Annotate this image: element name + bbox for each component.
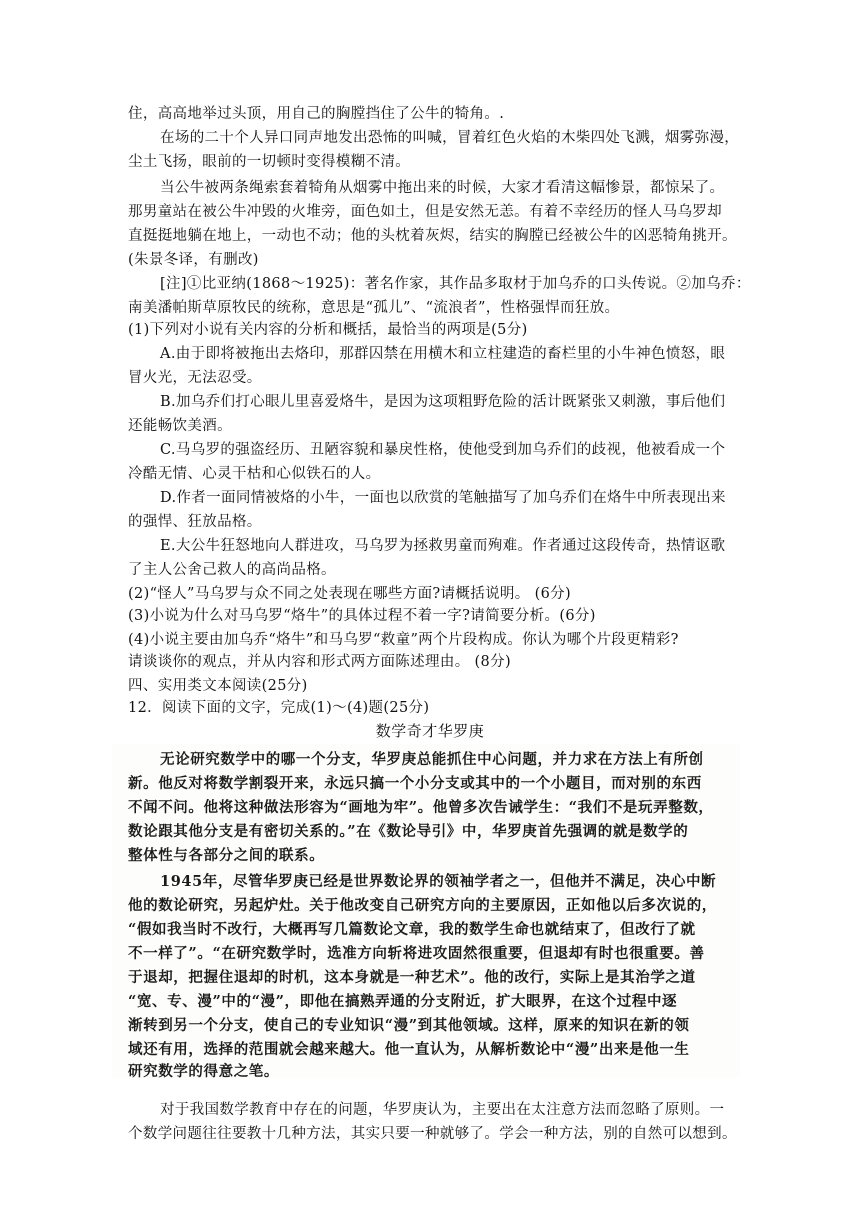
option-a: A.由于即将被拖出去烙印，那群囚禁在用横木和立柱建造的畜栏里的小牛神色愤怒，眼 xyxy=(160,346,726,362)
scanned-line: 无论研究数学中的哪一个分支，华罗庚总能抓住中心问题，并力求在方法上有所创 xyxy=(160,751,704,768)
scanned-line: 整体性与各部分之间的联系。 xyxy=(128,847,325,864)
section-heading: 四、实用类文本阅读(25分) xyxy=(128,678,308,694)
option-d: D.作者一面同情被烙的小牛，一面也以欣赏的笔触描写了加乌乔们在烙牛中所表现出来 xyxy=(160,490,726,506)
option-e: E.大公牛狂怒地向人群进攻，马乌罗为拯救男童而殉难。作者通过这段传奇，热情讴歌 xyxy=(160,538,726,554)
story-line: 当公牛被两条绳索套着犄角从烟雾中拖出来的时候，大家才看清这幅惨景，都惊呆了。 xyxy=(160,180,725,196)
scanned-line: 不一样了”。“在研究数学时，选准方向斩将进攻固然很重要，但退却有时也很重要。善 xyxy=(128,945,705,962)
scanned-passage xyxy=(112,744,740,1078)
scanned-line: 他的数论研究，另起炉灶。关于他改变自己研究方向的主要原因，正如他以后多次说的， xyxy=(128,897,717,914)
question-4: (4)小说主要由加乌乔“烙牛”和马乌罗“救童”两个片段构成。你认为哪个片段更精彩? xyxy=(128,632,679,648)
question-1: (1)下列对小说有关内容的分析和概括，最恰当的两项是(5分) xyxy=(128,322,528,338)
footnote-line: 南美潘帕斯草原牧民的统称，意思是“孤儿”、“流浪者”，性格强悍而狂放。 xyxy=(128,300,620,316)
question-4-cont: 请谈谈你的观点，并从内容和形式两方面陈述理由。 (8分) xyxy=(128,654,511,670)
body-line: 个数学问题往往要教十几种方法，其实只要一种就够了。学会一种方法，别的自然可以想到。 xyxy=(128,1126,737,1142)
option-a-cont: 冒火光，无法忍受。 xyxy=(128,370,262,386)
scanned-line: 域还有用，选择的范围就会越来越大。他一直认为，从解析数论中“漫”出来是他一生 xyxy=(128,1041,690,1058)
option-b: B.加乌乔们打心眼儿里喜爱烙牛，是因为这项粗野危险的活计既紧张又刺激，事后他们 xyxy=(160,394,726,410)
option-b-cont: 还能畅饮美酒。 xyxy=(128,418,232,434)
scanned-line: 渐转到另一个分支，使自己的专业知识“漫”到其他领域。这样，原来的知识在新的领 xyxy=(128,1017,690,1034)
story-line: 那男童站在被公牛冲毁的火堆旁，面色如土，但是安然无恙。有着不幸经历的怪人马乌罗却 xyxy=(128,204,722,220)
scanned-line: 新。他反对将数学割裂开来，永远只搞一个小分支或其中的一个小题目，而对别的东西 xyxy=(128,775,702,792)
story-line: 尘土飞扬，眼前的一切顿时变得模糊不清。 xyxy=(128,154,411,170)
translator-credit: (朱景冬译，有删改) xyxy=(128,252,259,268)
story-line: 住，高高地举过头顶，用自己的胸膛挡住了公牛的犄角。. xyxy=(128,106,505,122)
article-title: 数学奇才华罗庚 xyxy=(375,722,485,740)
question-2: (2)“怪人”马乌罗与众不同之处表现在哪些方面?请概括说明。 (6分) xyxy=(128,586,572,602)
scanned-line: 1945年，尽管华罗庚已经是世界数论界的领袖学者之一，但他并不满足，决心中断 xyxy=(160,873,717,890)
scanned-line: “宽、专、漫”中的“漫”，即他在搞熟弄通的分支附近，扩大眼界，在这个过程中逐 xyxy=(128,993,678,1010)
body-line: 对于我国数学教育中存在的问题，华罗庚认为，主要出在太注意方法而忽略了原则。一 xyxy=(160,1102,725,1118)
scanned-line: “假如我当时不改行，大概再写几篇数论文章，我的数学生命也就结束了，但改行了就 xyxy=(128,921,696,938)
question-3: (3)小说为什么对马乌罗“烙牛”的具体过程不着一字?请简要分析。(6分) xyxy=(128,608,596,624)
option-c: C.马乌罗的强盗经历、丑陋容貌和暴戾性格，使他受到加乌乔们的歧视，他被看成一个 xyxy=(160,442,726,458)
scanned-line: 数论跟其他分支是有密切关系的。”在《数论导引》中，华罗庚首先强调的就是数学的 xyxy=(128,823,689,840)
scanned-line: 研究数学的得意之笔。 xyxy=(128,1063,279,1080)
question-12: 12．阅读下面的文字，完成(1)～(4)题(25分) xyxy=(128,700,430,716)
option-c-cont: 冷酷无情、心灵干枯和心似铁石的人。 xyxy=(128,466,381,482)
footnote-line: [注]①比亚纳(1868～1925)：著名作家，其作品多取材于加乌乔的口头传说。②加乌乔： xyxy=(160,276,751,292)
story-line: 在场的二十个人异口同声地发出恐怖的叫喊，冒着红色火焰的木柴四处飞溅，烟雾弥漫， xyxy=(160,130,740,146)
scanned-line: 于退却，把握住退却的时机，这本身就是一种艺术”。他的改行，实际上是其治学之道 xyxy=(128,969,696,986)
option-e-cont: 了主人公舍己救人的高尚品格。 xyxy=(128,562,336,578)
story-line: 直挺挺地躺在地上，一动也不动；他的头枕着灰烬，结实的胸膛已经被公牛的凶恶犄角挑开。 xyxy=(128,228,737,244)
option-d-cont: 的强悍、狂放品格。 xyxy=(128,514,262,530)
scanned-line: 不闻不问。他将这种做法形容为“画地为牢”。他曾多次告诫学生：“我们不是玩弄整数， xyxy=(128,799,714,816)
